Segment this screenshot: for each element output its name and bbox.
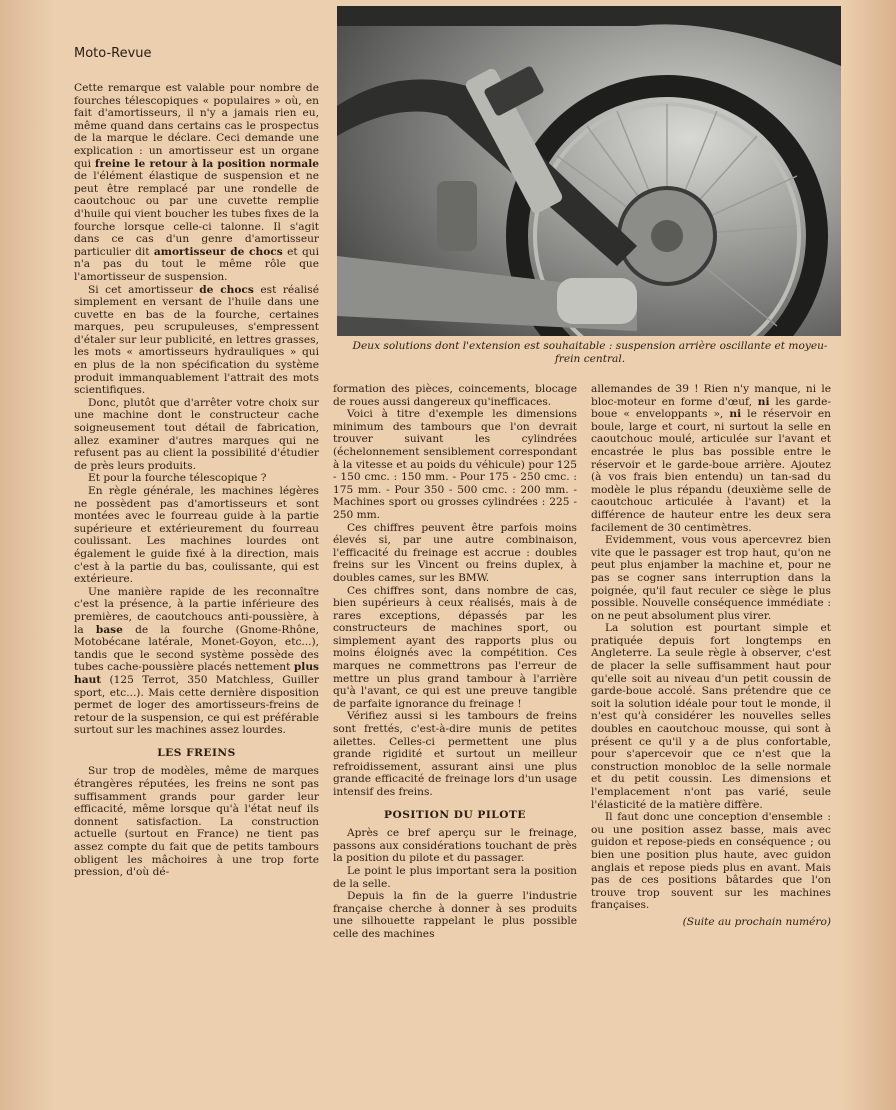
text-column-3 — [591, 383, 831, 929]
paragraph: Evidemment, vous vous apercevrez bien vite que le passager est trop haut, qu'on ne peut plus enjamber la machine et, pour ne pas se cogner sans interruption dans la poignée, qu'il faut reculer ce siège le plus possible. Nouvelle conséquence immédiate : on ne peut absolument plus virer. — [591, 534, 831, 622]
paragraph: Voici à titre d'exemple les dimensions minimum des tambours que l'on devrait trouver suivant les cylindrées (échelonnement sensiblement correspondant à la vitesse et au poids du véhicule) pour 125 - 150 cmc. : 150 mm. - Pour 175 - 250 cmc. : 175 mm. - Pour 350 - 500 cmc. : 200 mm. - Machines sport ou grosses cylindrées : 225 - 250 mm. — [333, 408, 577, 521]
paragraph: Cette remarque est valable pour nombre de fourches télescopiques « populaires » où, en fait d'amortisseurs, il n'y a jamais rien eu, même quand dans certains cas le prospectus de la marque le déclare. Ceci demande une explication : un amortisseur est un organe qui freine le retour à la position normale de l'élément élastique de suspension et ne peut être remplacé par une rondelle de caoutchouc ou par une cuvette remplie d'huile qui vient boucher les tubes fixes de la fourche lorsque celle-ci talonne. Il s'agit dans ce cas d'un genre d'amortisseur particulier dit amortisseur de chocs et qui n'a pas du tout le même rôle que l'amortisseur de suspension. — [74, 82, 319, 283]
paragraph: Si cet amortisseur de chocs est réalisé simplement en versant de l'huile dans une cuvette en bas de la fourche, certaines marques, peu scrupuleuses, s'empressent d'étaler sur leur publicité, en lettres grasses, les mots « amortisseurs hydrauliques » qui en plus de la non spécification du système produit immanquablement l'attrait des mots scientifiques. — [74, 283, 319, 397]
paragraph: Le point le plus important sera la position de la selle. — [333, 864, 577, 890]
text-column-2 — [333, 383, 577, 941]
paragraph: En règle générale, les machines légères ne possèdent pas d'amortisseurs et sont montées avec le fourreau guide à la partie supérieure et extérieurement du fourreau coulissant. Les machines lourdes ont également le guide fixé à la direction, mais c'est à la partie du bas, coulissante, qui est extérieure. — [74, 485, 319, 586]
continued-note: (Suite au prochain numéro) — [682, 915, 831, 928]
text-column-1 — [74, 82, 319, 879]
photo-caption: Deux solutions dont l'extension est souhaitable : suspension arrière oscillante et moyeu-frein central. — [352, 340, 828, 365]
paragraph: Donc, plutôt que d'arrêter votre choix sur une machine dont le constructeur cache soigneusement tout détail de fabrication, allez examiner d'autres marques qui ne refusent pas au client la possibilité d'étudier de près leurs produits. — [74, 396, 319, 472]
paragraph: Ces chiffres peuvent être parfois moins élevés si, par une autre combinaison, l'efficacité du freinage est accrue : doubles freins sur les Vincent ou freins duplex, à doubles cames, sur les BMW. — [333, 521, 577, 584]
paragraph: La solution est pourtant simple et pratiquée depuis fort longtemps en Angleterre. La seule règle à observer, c'est de placer la selle suffisamment haut pour qu'elle soit au niveau d'un petit coussin de garde-boue accolé. Sans prétendre que ce soit la solution idéale pour tout le monde, il n'est qu'à considérer les nouvelles selles doubles en caoutchouc mousse, qui sont à présent ce qu'il y a de plus confortable, pour s'apercevoir que ce n'est que la construction monobloc de la selle normale et du petit coussin. Les dimensions et l'emplacement n'ont pas varié, seule l'élasticité de la matière diffère. — [591, 622, 831, 811]
magazine-header: Moto-Revue — [74, 46, 152, 61]
paragraph: Depuis la fin de la guerre l'industrie française cherche à donner à ses produits une silhouette rappelant le plus possible celle des machines — [333, 890, 577, 940]
paragraph: Après ce bref aperçu sur le freinage, passons aux considérations touchant de près la position du pilote et du passager. — [333, 827, 577, 865]
photo-illustration — [337, 6, 841, 336]
paragraph: Ces chiffres sont, dans nombre de cas, bien supérieurs à ceux réalisés, mais à de rares exceptions, dépassés par les constructeurs de machines sport, ou simplement ayant des rapports plus ou moins éloignés avec la compétition. Ces marques ne commettrons pas l'erreur de mettre un plus grand tambour à l'arrière qu'à l'avant, ce qui est une preuve tangible de parfaite ignorance du freinage ! — [333, 584, 577, 710]
paragraph: Vérifiez aussi si les tambours de freins sont frettés, c'est-à-dire munis de petites ailettes. Celles-ci permettent une plus grande rigidité et surtout un meilleur refroidissement, assurant ainsi une plus grande efficacité de freinage lors d'un usage intensif des freins. — [333, 710, 577, 798]
paragraph: Et pour la fourche télescopique ? — [88, 472, 267, 485]
paragraph: allemandes de 39 ! Rien n'y manque, ni le bloc-moteur en forme d'œuf, ni les garde-boue « enveloppants », ni le réservoir en boule, large et court, ni surtout la selle en caoutchouc moulé, articulée sur l'avant et encastrée le plus bas possible entre le réservoir et le garde-boue arrière. Ajoutez (à vos frais bien entendu) un tan-sad du modèle le plus répandu (deuxième selle de caoutchouc articulée à l'avant) et la différence de hauteur entre les deux sera facilement de 30 centimètres. — [591, 383, 832, 534]
paragraph: Une manière rapide de les reconnaître c'est la présence, à la partie inférieure des premières, de caoutchoucs anti-poussière, à la base de la fourche (Gnome-Rhône, Motobécane latérale, Monet-Goyon, etc...), tandis que le second système possède des tubes cache-poussière placés nettement plus haut (125 Terrot, 350 Matchless, Guiller sport, etc...). Mais cette dernière disposition permet de loger des amortisseurs-freins de retour de la suspension, ce qui est préférable surtout sur les machines assez lourdes. — [74, 585, 319, 737]
paragraph: Sur trop de modèles, même de marques étrangères réputées, les freins ne sont pas suffisamment grands pour garder leur efficacité, même lorsque qu'à l'état neuf ils donnent satisfaction. La construction actuelle (surtout en France) ne tient pas assez compte du fait que de petits tambours obligent les mâchoires à une trop forte pression, d'où dé- — [74, 765, 319, 879]
section-heading-freins: LES FREINS — [157, 746, 236, 759]
paragraph: formation des pièces, coincements, blocage de roues aussi dangereux qu'inefficaces. — [333, 383, 577, 408]
section-heading-position-pilote: POSITION DU PILOTE — [384, 808, 526, 821]
motorcycle-rear-wheel-photo — [337, 6, 841, 336]
paragraph: Il faut donc une conception d'ensemble : ou une position assez basse, mais avec guidon et repose-pieds en conséquence ; ou bien une position plus haute, avec guidon anglais et repose pieds plus en avant. Mais pas de ces positions bâtardes que l'on trouve trop souvent sur les machines françaises. — [591, 811, 831, 912]
